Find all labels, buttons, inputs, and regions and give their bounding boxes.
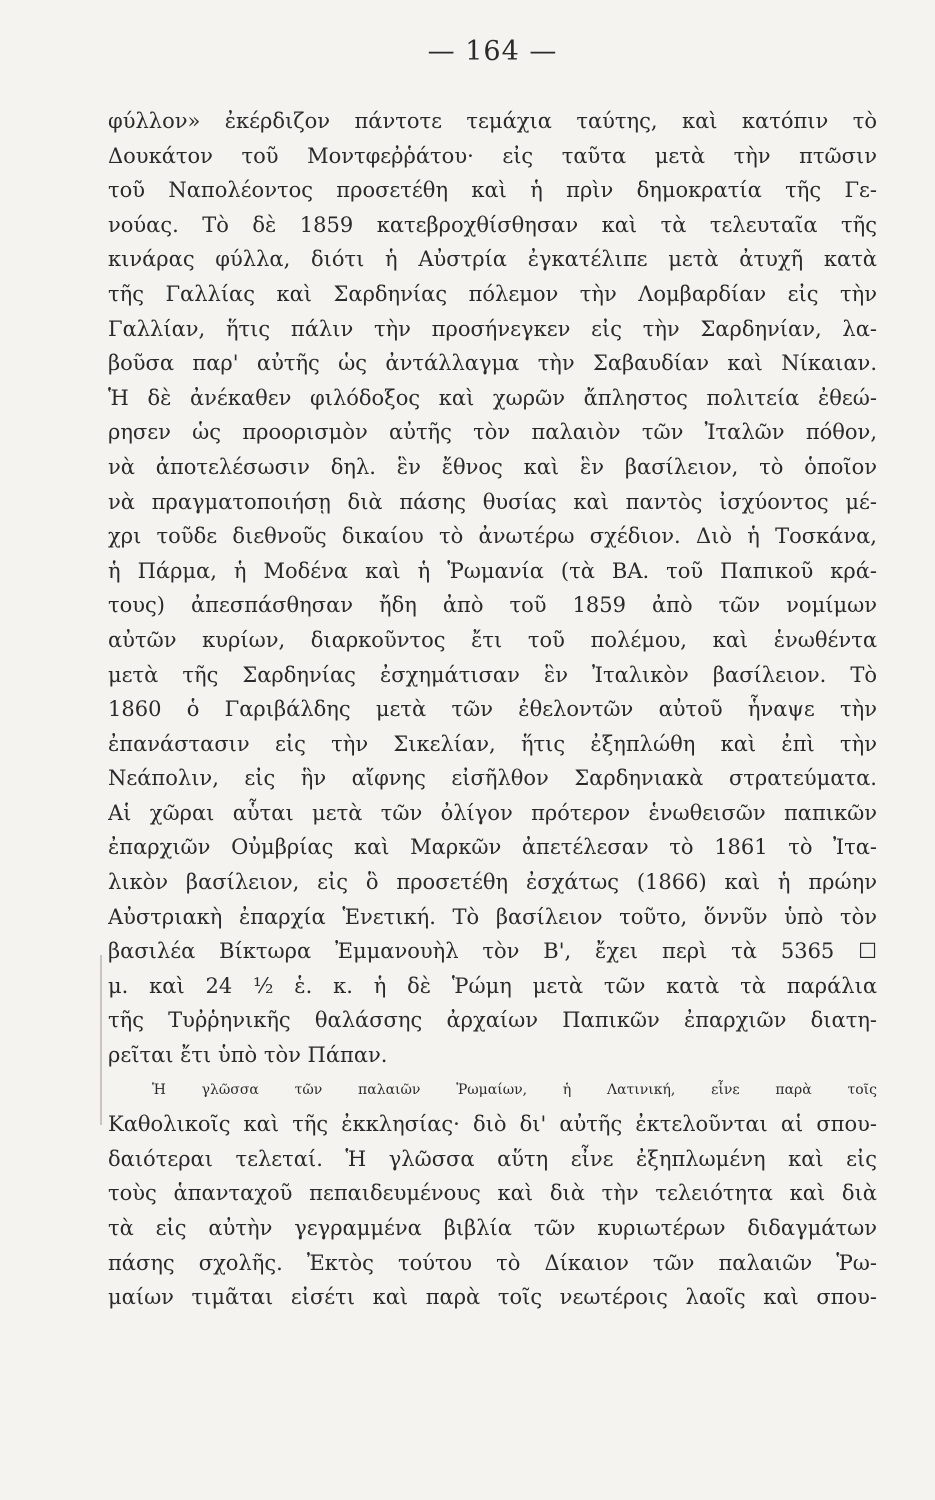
text-line: μετὰ τῆς Σαρδηνίας ἐσχημάτισαν ἓν Ἰταλικὸν βασίλειον. Τὸ (108, 662, 877, 687)
text-line: Ἡ δὲ ἀνέκαθεν φιλόδοξος καὶ χωρῶν ἄπληστος πολιτεία ἐθεώ- (108, 385, 877, 410)
text-line: ἡ Πάρμα, ἡ Μοδένα καὶ ἡ Ῥωμανία (τὰ ΒΑ. τοῦ Παπικοῦ κρά- (108, 558, 877, 583)
text-line: πάσης σχολῆς. Ἐκτὸς τούτου τὸ Δίκαιον τῶν παλαιῶν Ῥω- (108, 1250, 877, 1275)
text-line: 1860 ὁ Γαριβάλδης μετὰ τῶν ἐθελοντῶν αὐτοῦ ἧναψε τὴν (108, 697, 877, 722)
text-line: νὰ ἀποτελέσωσιν δηλ. ἓν ἔθνος καὶ ἓν βασίλειον, τὸ ὁποῖον (108, 454, 877, 479)
text-line: αὐτῶν κυρίων, διαρκοῦντος ἔτι τοῦ πολέμου, καὶ ἑνωθέντα (108, 627, 877, 652)
text-line: τῆς Γαλλίας καὶ Σαρδηνίας πόλεμον τὴν Λομβαρδίαν εἰς τὴν (108, 281, 877, 306)
text-line: νὰ πραγματοποιήσῃ διὰ πάσης θυσίας καὶ παντὸς ἰσχύοντος μέ- (108, 489, 877, 514)
text-line: Αἱ χῶραι αὗται μετὰ τῶν ὀλίγον πρότερον ἑνωθεισῶν παπικῶν (108, 800, 877, 825)
text-line: τὰ εἰς αὐτὴν γεγραμμένα βιβλία τῶν κυριωτέρων διδαγμάτων (108, 1216, 877, 1240)
text-line: Αὐστριακὴ ἐπαρχία Ἑνετική. Τὸ βασίλειον τοῦτο, ὅννῦν ὑπὸ τὸν (108, 904, 877, 929)
text-line: βοῦσα παρ' αὐτῆς ὡς ἀντάλλαγμα τὴν Σαβαυδίαν καὶ Νίκαιαν. (108, 351, 877, 376)
paragraph (108, 104, 877, 1073)
text-line: κινάρας φύλλα, διότι ἡ Αὐστρία ἐγκατέλιπε μετὰ ἀτυχῆ κατὰ (108, 247, 877, 272)
text-line: χρι τοῦδε διεθνοῦς δικαίου τὸ ἀνωτέρω σχέδιον. Διὸ ἡ Τοσκάνα, (108, 524, 877, 549)
text-line: μ. καὶ 24 ½ ἑ. κ. ἡ δὲ Ῥώμη μετὰ τῶν κατὰ τὰ παράλια (108, 973, 877, 998)
page-number: — 164 — (427, 36, 558, 67)
paragraph (108, 1073, 877, 1315)
text-line: τοῦ Ναπολέοντος προσετέθη καὶ ἡ πρὶν δημοκρατία τῆς Γε- (108, 178, 877, 203)
text-line: φύλλον» ἐκέρδιζον πάντοτε τεμάχια ταύτης, καὶ κατόπιν τὸ (108, 109, 877, 133)
text-line: τῆς Τυῤῥηνικῆς θαλάσσης ἀρχαίων Παπικῶν ἐπαρχιῶν διατη- (108, 1008, 877, 1033)
margin-rule (100, 955, 102, 1125)
text-line: βασιλέα Βίκτωρα Ἐμμανουὴλ τὸν Β', ἔχει περὶ τὰ 5365 ☐ (108, 939, 877, 964)
text-line: νούας. Τὸ δὲ 1859 κατεβροχθίσθησαν καὶ τὰ τελευταῖα τῆς (108, 212, 877, 237)
text-line: Γαλλίαν, ἥτις πάλιν τὴν προσήνεγκεν εἰς τὴν Σαρδηνίαν, λα- (108, 316, 877, 341)
text-line: Ἡ γλῶσσα τῶν παλαιῶν Ῥωμαίων, ἡ Λατινική, εἶνε παρὰ τοῖς (152, 1081, 877, 1098)
text-line: ἐπαρχιῶν Οὐμβρίας καὶ Μαρκῶν ἀπετέλεσαν τὸ 1861 τὸ Ἰτα- (108, 835, 877, 860)
text-line: τοὺς ἁπανταχοῦ πεπαιδευμένους καὶ διὰ τὴν τελειότητα καὶ διὰ (108, 1181, 877, 1206)
body-text (108, 104, 877, 1315)
text-line: ρησεν ὡς προορισμὸν αὐτῆς τὸν παλαιὸν τῶν Ἰταλῶν πόθον, (108, 420, 877, 445)
text-line: λικὸν βασίλειον, εἰς ὃ προσετέθη ἐσχάτως (1866) καὶ ἡ πρώην (108, 870, 877, 895)
text-line: ἐπανάστασιν εἰς τὴν Σικελίαν, ἥτις ἐξηπλώθη καὶ ἐπὶ τὴν (108, 731, 877, 756)
text-line: δαιότεραι τελεταί. Ἡ γλῶσσα αὕτη εἶνε ἐξηπλωμένη καὶ εἰς (108, 1146, 877, 1171)
text-line: Καθολικοῖς καὶ τῆς ἐκκλησίας· διὸ δι' αὐτῆς ἐκτελοῦνται αἱ σπου- (108, 1112, 877, 1137)
text-line: Δουκάτον τοῦ Μοντφεῤῥάτου· εἰς ταῦτα μετὰ τὴν πτῶσιν (108, 143, 877, 168)
text-line: Νεάπολιν, εἰς ἣν αἴφνης εἰσῆλθον Σαρδηνιακὰ στρατεύματα. (108, 766, 877, 791)
text-line: μαίων τιμᾶται εἰσέτι καὶ παρὰ τοῖς νεωτέροις λαοῖς καὶ σπου- (108, 1285, 877, 1310)
text-line: ρεῖται ἔτι ὑπὸ τὸν Πάπαν. (108, 1043, 388, 1068)
text-line: τους) ἀπεσπάσθησαν ἤδη ἀπὸ τοῦ 1859 ἀπὸ τῶν νομίμων (108, 593, 877, 618)
